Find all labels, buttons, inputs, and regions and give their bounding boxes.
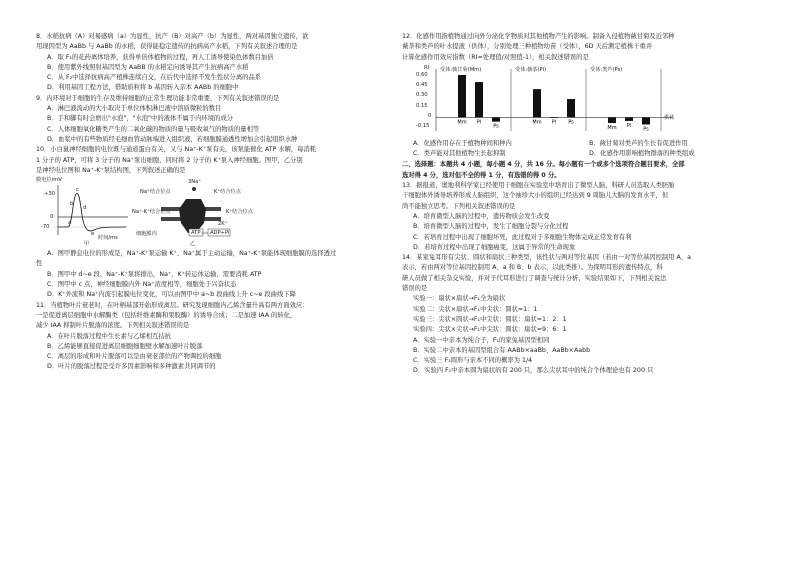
ri-bar-label: Mm — [457, 119, 467, 126]
ri-ytick: 0 — [428, 112, 432, 119]
panel-title-mm: 受体:薇甘菊(Mm) — [440, 66, 482, 73]
ri-ytick: 0.45 — [416, 81, 428, 88]
ri-bar-label: Pl — [626, 122, 632, 129]
q10-option-a: A．图甲静息电位的形成是，Na⁺-K⁺泵运输 K⁺、Na⁺属于主动运输，Na⁺-K⁺泵能体现细胞膜的选择透过 — [47, 250, 337, 258]
q12-option-row — [413, 149, 758, 159]
q10-ytick: -70 — [41, 224, 50, 231]
q10-option-d: D．K⁺外流和 Na⁺内流引起膜电位变化，可以由图甲中 a~b 段曲线上升 c~e 段曲线下降 — [47, 291, 296, 299]
ri-ytick: 0.60 — [416, 71, 428, 78]
ri-ytick: -0.15 — [416, 122, 430, 129]
section-line: 选对得 4 分，选对但不全的得 1 分，有选错的得 0 分。 — [402, 171, 561, 179]
q10-point-c: c — [76, 187, 79, 194]
q10-ytick: 0 — [50, 214, 54, 221]
panel-title-ps: 受体:类芦(Ps) — [590, 66, 623, 73]
q10-stem-line: 是神经电位图和 Na⁺-K⁺泵结构图，下列叙述正确的是 — [36, 166, 186, 174]
q12-option-b: B．薇甘菊对类芦的生长有促进作用 — [589, 139, 688, 147]
q14-experiment: 实验三：尖状×圆状→F₁中尖状：圆状：扇状=1：2：1 — [413, 315, 567, 323]
q10-k-bottom: 2K⁺ — [218, 221, 228, 228]
q9-option-b: B．手和脚有时会磨出"水泡"，"水泡"中的液体不属于内环境的成分 — [47, 115, 233, 123]
q8-stem-line: 8．水稻抗病（A）对易感病（a）为显性，抗产（B）对高产（b）为显性，两对基因独立遗传，欲 — [36, 33, 309, 40]
q10-option-b: B．图甲中 d~e 段，Na⁺-K⁺泵将排出，Na⁺、K⁺转运体运输，需要消耗 ATP — [47, 270, 262, 278]
q14-option-a: A．实验一中亲本为纯合子，F₁的家兔基因型相同 — [413, 336, 550, 344]
q10-adp: ADP+Pi — [210, 230, 230, 237]
ri-ylabel: RI — [424, 64, 430, 71]
q8-option-b: B．使用紫外线照射基因型为 AaBB 的水稻定向诱导其产生抗病高产水稻 — [47, 63, 249, 71]
ri-bar-label: Ps — [643, 126, 649, 133]
q8-option-c: C．从 F₂中选择抗病高产植株连续自交，在后代中选择不发生性状分离的品系 — [47, 74, 262, 82]
ri-bar — [642, 117, 650, 124]
q10-caption-right: 乙 — [190, 241, 196, 248]
ri-x-suffix: 供体 — [664, 114, 675, 121]
ri-bar-label: Pl — [551, 119, 557, 126]
q10-na-top: 3Na⁺ — [188, 179, 202, 186]
q10-stem-line: 1 分子的 ATP，可将 3 分子的 Na⁺泵出细胞，同时将 2 分子的 K⁺泵入神经细胞。图甲，乙分别 — [36, 156, 303, 164]
q14-experiment: 实验二：尖状×扇状→F₁中尖状：圆状=1：1 — [413, 305, 538, 313]
q12-options — [402, 139, 758, 160]
ri-ytick: 0.30 — [416, 91, 428, 98]
section-line: 二、选择题：本题共 4 小题，每小题 4 分，共 16 分。每小题有一个或多个选项符合题目要求，全部 — [402, 161, 685, 169]
q9-option-c: C．人体细胞氧化糖类产生的二氧化碳的物质的量与吸收氧气的物质的量相等 — [47, 125, 260, 133]
q11-option-d: D．叶片的脱落过程是受许多因素影响和多种激素共同调节的 — [47, 363, 216, 371]
q13-option-d: D．若培育过程中出现了细胞癌变，这属于异常的生命现象 — [413, 243, 576, 251]
q14-experiment: 实验一：扇状×扇状→F₁全为扇状 — [413, 295, 506, 303]
q14-stem-line: 错误的是 — [402, 285, 428, 293]
ri-bar-label: Ps — [568, 119, 574, 126]
q12-stem-line: 薇茶和类芦的叶水提液（供体），分别处理三种植物幼苗（受体），6D 天后测定植株干重并 — [402, 43, 653, 51]
q12-option-c: C．类芦能对其他植物生长起抑制 — [413, 150, 506, 158]
q10-xlabel: 时间/ms — [98, 235, 118, 242]
ri-bar-label: Ps — [493, 123, 499, 130]
na-ion — [192, 187, 196, 191]
q9-stem-line: 9．内环境对于细胞的生存及维持细胞的正常生理功能非常重要，下列有关叙述错误的是 — [36, 94, 280, 102]
ri-bar-label: Mm — [607, 124, 617, 131]
ri-ytick: 0.15 — [416, 102, 428, 109]
q10-option-c: C．图甲中 c 点，神经细胞膜内外 Na⁺浓度相等，细胞处于兴奋状态 — [47, 281, 237, 289]
q10-ytick: +30 — [44, 191, 55, 198]
question-13 — [402, 181, 758, 253]
q10-na-k-bind: Na⁺-K⁺结合位点 — [132, 209, 171, 216]
question-10 — [36, 145, 388, 300]
q14-option-d: D．实验四 F₁中亲本圆为扇状的有 200 只，那么尖状耳中的纯合个体理论也有 200 只 — [413, 367, 654, 375]
q10-cell-inside: 细胞膜内 — [136, 231, 157, 238]
ri-bar — [550, 117, 558, 118]
q14-option-b: B．实验二中亲本的基因型组合有 AABb×aaBb、AaBb×Aabb — [413, 346, 591, 354]
q14-stem-line: 表示，若由两对等位基因控制用 A、a 和 B、b 表示，以此类推）。为探明耳形的遗传特点，科 — [402, 264, 663, 272]
q11-option-c: C．离层的形成和叶片脱落可以是由衰老部位的产物调控的细胞 — [47, 353, 222, 361]
section-two-heading — [402, 160, 758, 181]
question-8 — [36, 32, 388, 94]
q10-atp: ATP — [191, 230, 201, 237]
q12-figure — [402, 65, 758, 137]
q10-point-a: a — [68, 220, 72, 227]
question-12 — [402, 32, 758, 159]
q13-stem-line: 尚不能独立思考。下列相关叙述错误的是 — [402, 202, 516, 210]
q11-stem-line: 减少 IAA 抑制叶片脱落的浓度。下列相关叙述错误的是 — [36, 322, 190, 330]
q11-stem-line: 一是促进离层细胞中水解酶类（包括纤维素酶和果胶酶）的诱导合成；二是加速 IAA 的转化， — [36, 311, 297, 319]
q11-stem-line: 11．当植物叶片衰老时，在叶柄基部开始形成离层。研究发现细胞内乙烯含量升高有两方面效应： — [36, 301, 309, 309]
ri-bar — [458, 75, 466, 117]
q12-option-d: D．化感作用影响植物群落的种类组成 — [589, 150, 695, 158]
ri-bar — [475, 82, 483, 117]
q10-point-d: d — [83, 205, 87, 212]
q11-option-b: B．乙烯能够直接促进离层细胞细胞壁水解加速叶片脱落 — [47, 342, 203, 350]
q10-na-site: Na⁺结合位点 — [140, 189, 171, 196]
q10-caption-left: 甲 — [84, 241, 90, 248]
q14-stem-line: 14．某家兔耳形有尖状、圆状和扇状三种类型，该性状与两对等位基因（若由一对等位基因控制用 A、a — [402, 254, 691, 262]
q9-option-d: D．血浆中的有些物质经毛细血管动脉端进入组织液，若细胞膜通透性增加会引起组织水肿 — [47, 135, 298, 143]
q13-option-a: A．培育微型人脑的过程中，遗传物质会发生改变 — [413, 212, 550, 220]
q10-ylabel: 膜电位/mV — [36, 177, 62, 184]
ri-bar — [492, 117, 500, 121]
ri-bar-chart — [402, 65, 702, 137]
q10-stem-line: 10．小白鼠神经细胞的电位既与通道蛋白有关，又与 Na⁺-K⁺泵有关，该泵能催化 ATP 水解，每消耗 — [36, 146, 317, 154]
q10-point-e: e — [91, 231, 95, 238]
q8-option-a: A．取 F₁的花药离体培养，获得单倍体植物的过程，再人工诱导使染色体数目加倍 — [47, 53, 274, 61]
q12-option-a: A．化感作用存在于植物种间和种内 — [413, 139, 512, 147]
ri-bar — [625, 117, 633, 121]
q10-k-site: K⁺结合位点 — [214, 189, 241, 196]
ri-bar — [608, 117, 616, 123]
q14-experiment: 实验四：尖状×尖状→F₁中尖状：圆状：扇状=9：6：1 — [413, 326, 567, 334]
q12-stem-line: 12．化感作用指植物通过向外分泌化学物质对其他植物产生的影响。制备入侵植物薇甘菊及近邻种 — [402, 33, 675, 40]
panel-title-pl: 受体:薇茶(Pl) — [515, 66, 547, 73]
q11-option-a: A．在叶片脱落过程中生长素与乙烯相互拮抗 — [47, 332, 171, 340]
ri-bar-label: Pl — [476, 119, 482, 126]
q13-option-b: B．培育微型人脑的过程中，发生了细胞分裂与分化过程 — [413, 223, 569, 231]
question-14 — [402, 253, 758, 377]
left-column — [36, 32, 388, 373]
ri-bar-label: Mm — [532, 119, 542, 126]
q12-option-row — [413, 139, 758, 149]
q8-stem-line: 用现因型为 AaBb 与 AaBb 的水稻，获得能稳定遗传的抗病高产水稻，下列有关叙述合理的是 — [36, 43, 298, 51]
q8-option-d: D．利用基因工程方法，借助质粒将 b 基因转入亲本 AABb 的细胞中 — [47, 84, 239, 92]
q9-option-a: A．淋巴液流动的大小取决于单位体积淋巴液中溶质微粒的数目 — [47, 105, 222, 113]
q10-k-bind2: K⁺结合位点 — [226, 209, 253, 216]
q13-stem-line: 干细胞体外诱导培养形成人脑组织，这个袖珍大小的组织已经达到 9 周胎儿大脑的发育水平，但 — [402, 192, 669, 200]
q13-option-c: C．若培育过程中出现了细胞坏死，此过程对于多细胞生物体完成正常发育有利 — [413, 233, 632, 241]
q10-point-b: b — [70, 201, 74, 208]
q13-stem-line: 13．据报道，奥地利科学家已经使用干细胞在实验室中培育出了微型人脑，科研人员选取人类胚胎 — [402, 182, 675, 190]
q14-stem-line: 研人员做了相关杂交实验，并对子代耳形进行了调查与统计分析，实验结果如下，下列相关说法 — [402, 274, 667, 282]
q12-stem-line: 计算化感作用效应指数（RI=处理值/对照值-1），相关叙述错误的是 — [402, 53, 589, 61]
question-11 — [36, 301, 388, 373]
q10-option-a-cont: 性 — [36, 260, 43, 268]
ri-bar — [533, 89, 541, 117]
right-column — [402, 32, 758, 377]
ri-bar — [567, 99, 575, 117]
q10-figure — [36, 177, 388, 247]
na-k-pump-protein — [179, 199, 206, 233]
q14-option-c: C．实验三 F₁圆形与亲本不同的概率为 1/4 — [413, 357, 533, 365]
question-9 — [36, 94, 388, 145]
